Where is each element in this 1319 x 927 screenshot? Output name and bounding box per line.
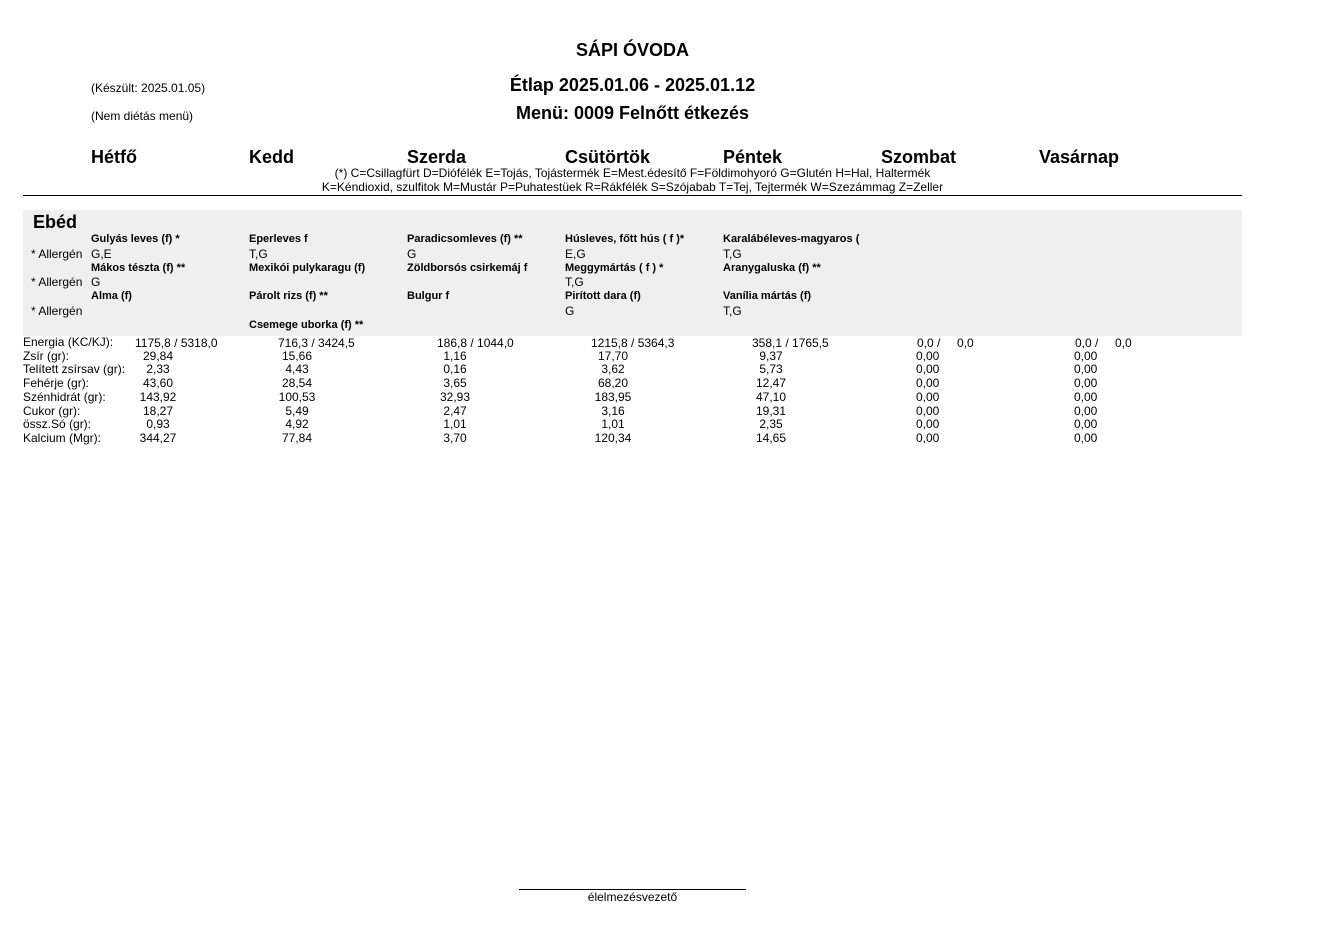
energy-fri: 358,1 / 1765,5: [752, 336, 829, 350]
dish-wed-1: Paradicsomleves (f) **: [407, 233, 523, 245]
allergen-label: * Allergén: [31, 247, 83, 261]
nutrition-value: 120,34: [594, 430, 632, 445]
nutrition-value: 0,00: [916, 362, 940, 377]
nutrition-value: 0,00: [916, 389, 940, 404]
nutrition-value: 4,92: [285, 417, 309, 432]
nutrition-value: 1,01: [601, 417, 625, 432]
dish-tue-2: Mexikói pulykaragu (f): [249, 262, 366, 274]
nutrition-value: 0,00: [916, 417, 940, 432]
nutrition-value: 17,70: [597, 348, 629, 363]
energy-mon: 1175,8 / 5318,0: [135, 336, 218, 350]
nutrition-value: 32,93: [439, 389, 471, 404]
nutrition-value: 1,16: [443, 348, 467, 363]
dish-wed-3: Bulgur f: [407, 290, 450, 302]
dish-thu-2: Meggymártás ( f ) *: [565, 262, 664, 274]
nutrition-value: 28,54: [281, 376, 313, 391]
nutrition-value: 0,00: [1074, 417, 1098, 432]
allergen-mon-1: G,E: [91, 247, 112, 261]
day-header-thursday: Csütörtök: [565, 147, 650, 167]
nutrition-value: 0,16: [443, 362, 467, 377]
allergen-thu-3: G: [565, 304, 575, 318]
nutrition-value: 143,92: [139, 389, 177, 404]
allergen-legend-line2: K=Kéndioxid, szulfitok M=Mustár P=Puhatestüek R=Rákfélék S=Szójabab T=Tej, Tejtermék W=Szezámmag Z=Zeller: [321, 180, 944, 194]
nutrition-value: 19,31: [755, 403, 787, 418]
allergen-fri-1: T,G: [723, 247, 742, 261]
dish-fri-1: Karalábéleves-magyaros (: [723, 233, 860, 245]
nutrition-value: 3,62: [601, 362, 625, 377]
institution-title: SÁPI ÓVODA: [575, 40, 690, 60]
menu-period: Étlap 2025.01.06 - 2025.01.12: [509, 75, 756, 95]
energy-thu: 1215,8 / 5364,3: [591, 336, 675, 350]
nutrition-value: 0,00: [916, 430, 940, 445]
nutrition-value: 0,00: [916, 376, 940, 391]
nutrition-value: 0,00: [1074, 403, 1098, 418]
dish-mon-3: Alma (f): [91, 290, 132, 302]
nutrition-value: 4,43: [285, 362, 309, 377]
day-header-friday: Péntek: [723, 147, 783, 167]
allergen-fri-3: T,G: [723, 304, 742, 318]
nutrition-value: 344,27: [139, 430, 177, 445]
nutrition-value: 0,00: [916, 403, 940, 418]
nutrition-value: 43,60: [142, 376, 174, 391]
dish-fri-3: Vanília mártás (f): [723, 290, 812, 302]
nutrition-value: 5,49: [285, 403, 309, 418]
nutrition-value: 2,33: [146, 362, 170, 377]
dish-thu-1: Húsleves, főtt hús ( f )*: [565, 233, 685, 245]
nutrition-col-sat: [916, 350, 939, 446]
nutrition-value: 0,00: [916, 348, 940, 363]
nutrition-value: 9,37: [759, 348, 783, 363]
nutrition-value: 0,00: [1074, 348, 1098, 363]
nutrition-value: 2,47: [443, 403, 467, 418]
nutrition-value: 14,65: [755, 430, 787, 445]
meal-title: Ebéd: [33, 212, 78, 232]
allergen-tue-1: T,G: [249, 247, 268, 261]
nutrition-value: 183,95: [594, 389, 632, 404]
day-header-sunday: Vasárnap: [1039, 147, 1120, 167]
menu-name: Menü: 0009 Felnőtt étkezés: [515, 103, 750, 123]
energy-tue: 716,3 / 3424,5: [278, 336, 355, 350]
allergen-label: * Allergén: [31, 275, 83, 289]
nutrition-label: Fehérje (gr):: [23, 376, 90, 391]
dish-tue-extra: Csemege uborka (f) **: [249, 319, 364, 331]
allergen-thu-2: T,G: [565, 275, 584, 289]
nutrition-labels: [23, 336, 125, 446]
allergen-wed-1: G: [407, 247, 417, 261]
allergen-label: * Allergén: [31, 304, 83, 318]
day-header-monday: Hétfő: [91, 147, 137, 167]
nutrition-value: 18,27: [142, 403, 174, 418]
nutrition-value: 15,66: [281, 348, 313, 363]
allergen-mon-2: G: [91, 275, 101, 289]
nutrition-col-mon: [130, 350, 186, 446]
nutrition-value: 12,47: [755, 376, 787, 391]
nutrition-value: 0,00: [1074, 430, 1098, 445]
nutrition-label: Zsír (gr):: [23, 348, 69, 363]
header-divider: [23, 195, 1242, 196]
nutrition-label: Szénhidrát (gr):: [23, 389, 106, 404]
day-header-saturday: Szombat: [881, 147, 957, 167]
diet-note: (Nem diétás menü): [91, 109, 194, 123]
nutrition-value: 3,65: [443, 376, 467, 391]
allergen-legend-line1: (*) C=Csillagfürt D=Diófélék E=Tojás, Tojástermék E=Mest.édesítő F=Földimohyoró G=Glutén H=Hal, Haltermék: [334, 166, 931, 180]
dish-wed-2: Zöldborsós csirkemáj f: [407, 262, 528, 274]
nutrition-value: 68,20: [597, 376, 629, 391]
nutrition-label: össz.Só (gr):: [23, 417, 92, 432]
nutrition-label: Telített zsírsav (gr):: [23, 362, 126, 377]
dish-mon-2: Mákos tészta (f) **: [91, 262, 186, 274]
nutrition-value: 100,53: [278, 389, 316, 404]
nutrition-value: 2,35: [759, 417, 783, 432]
dish-tue-3: Párolt rizs (f) **: [249, 290, 328, 302]
energy-sat: 0,0 / 0,0: [917, 336, 974, 350]
nutrition-col-thu: [585, 350, 641, 446]
nutrition-label: Cukor (gr):: [23, 403, 81, 418]
nutrition-col-tue: [269, 350, 325, 446]
nutrition-col-fri: [743, 350, 799, 446]
day-header-wednesday: Szerda: [407, 147, 467, 167]
dish-mon-1: Gulyás leves (f) *: [91, 233, 180, 245]
nutrition-value: 0,00: [1074, 362, 1098, 377]
nutrition-value: 47,10: [755, 389, 787, 404]
nutrition-label: Kalcium (Mgr):: [23, 430, 102, 445]
nutrition-label: Energia (KC/KJ):: [23, 335, 114, 349]
dish-tue-1: Eperleves f: [249, 233, 308, 245]
nutrition-value: 3,70: [443, 430, 467, 445]
energy-wed: 186,8 / 1044,0: [437, 336, 514, 350]
created-date: (Készült: 2025.01.05): [91, 81, 206, 95]
nutrition-col-wed: [427, 350, 483, 446]
signature-label: élelmezésvezető: [587, 890, 678, 904]
nutrition-value: 0,00: [1074, 376, 1098, 391]
allergen-thu-1: E,G: [565, 247, 586, 261]
nutrition-value: 0,93: [146, 417, 170, 432]
nutrition-value: 77,84: [281, 430, 313, 445]
nutrition-value: 5,73: [759, 362, 783, 377]
energy-sun: 0,0 / 0,0: [1075, 336, 1132, 350]
nutrition-value: 29,84: [142, 348, 174, 363]
nutrition-value: 1,01: [443, 417, 467, 432]
dish-fri-2: Aranygaluska (f) **: [723, 262, 821, 274]
nutrition-value: 3,16: [601, 403, 625, 418]
day-header-tuesday: Kedd: [249, 147, 294, 167]
dish-thu-3: Pirított dara (f): [565, 290, 641, 302]
nutrition-value: 0,00: [1074, 389, 1098, 404]
nutrition-col-sun: [1074, 350, 1097, 446]
